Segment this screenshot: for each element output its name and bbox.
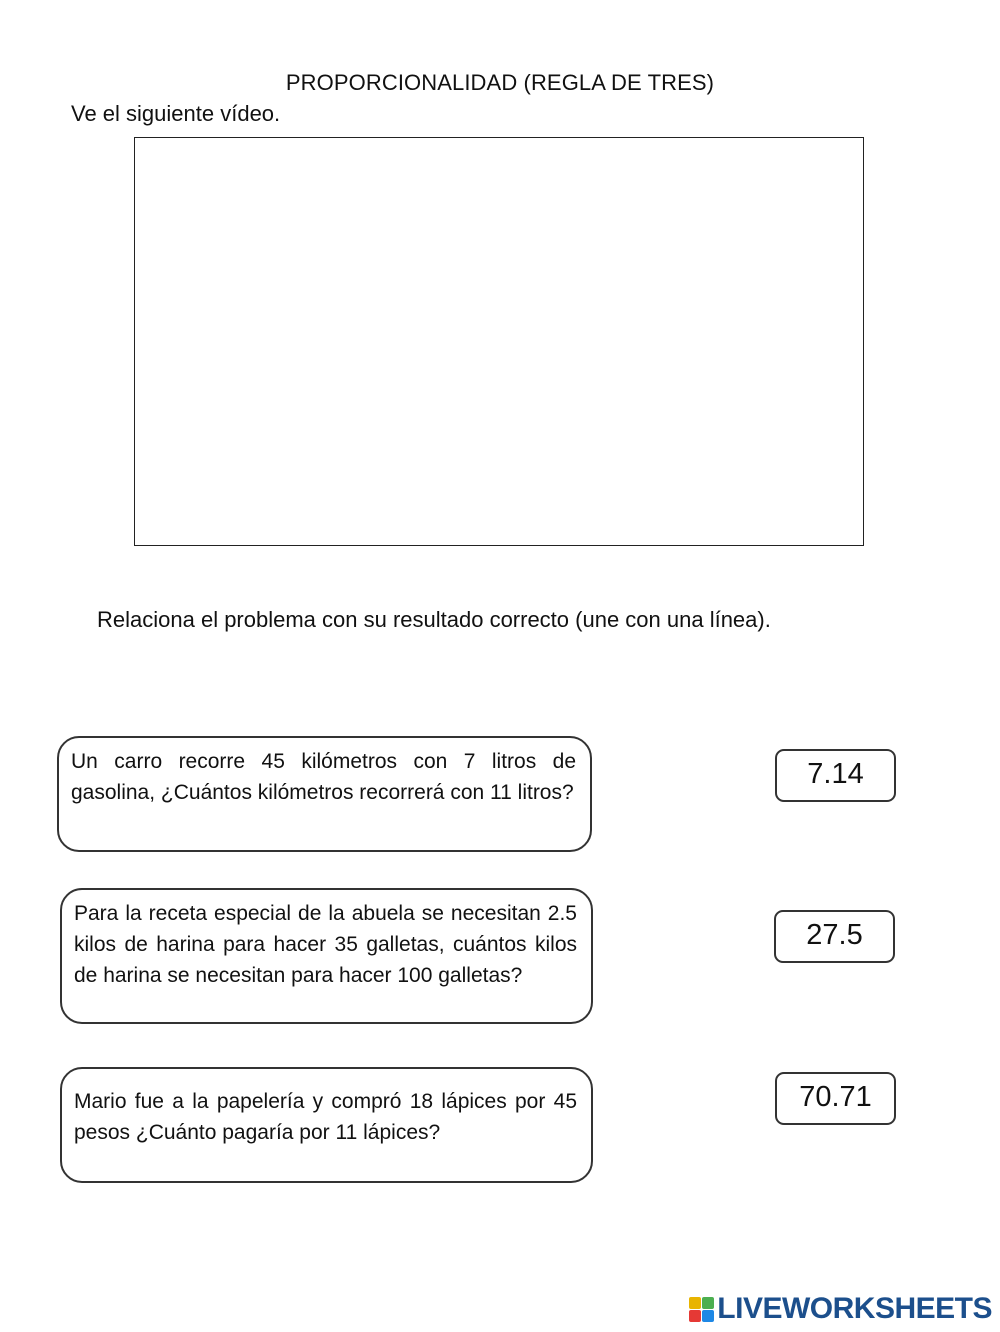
page-title: PROPORCIONALIDAD (REGLA DE TRES) xyxy=(285,70,715,95)
answer-option-2[interactable]: 27.5 xyxy=(774,910,895,963)
brand-logo xyxy=(689,1292,992,1326)
answer-option-3[interactable]: 70.71 xyxy=(775,1072,896,1125)
problem-card-1[interactable]: Un carro recorre 45 kilómetros con 7 litros de gasolina, ¿Cuántos kilómetros recorrerá con 11 litros? xyxy=(57,736,592,852)
video-player[interactable] xyxy=(134,137,864,546)
problem-card-2[interactable]: Para la receta especial de la abuela se necesitan 2.5 kilos de harina para hacer 35 galletas, cuántos kilos de harina se necesitan para hacer 100 galletas? xyxy=(60,888,593,1024)
liveworksheets-logo-icon xyxy=(689,1297,714,1322)
problem-card-3[interactable]: Mario fue a la papelería y compró 18 lápices por 45 pesos ¿Cuánto pagaría por 11 lápices? xyxy=(60,1067,593,1183)
match-instruction: Relaciona el problema con su resultado correcto (une con una línea). xyxy=(97,607,771,632)
brand-name: LIVEWORKSHEETS xyxy=(717,1292,992,1325)
video-instruction: Ve el siguiente vídeo. xyxy=(71,101,281,126)
answer-option-1[interactable]: 7.14 xyxy=(775,749,896,802)
